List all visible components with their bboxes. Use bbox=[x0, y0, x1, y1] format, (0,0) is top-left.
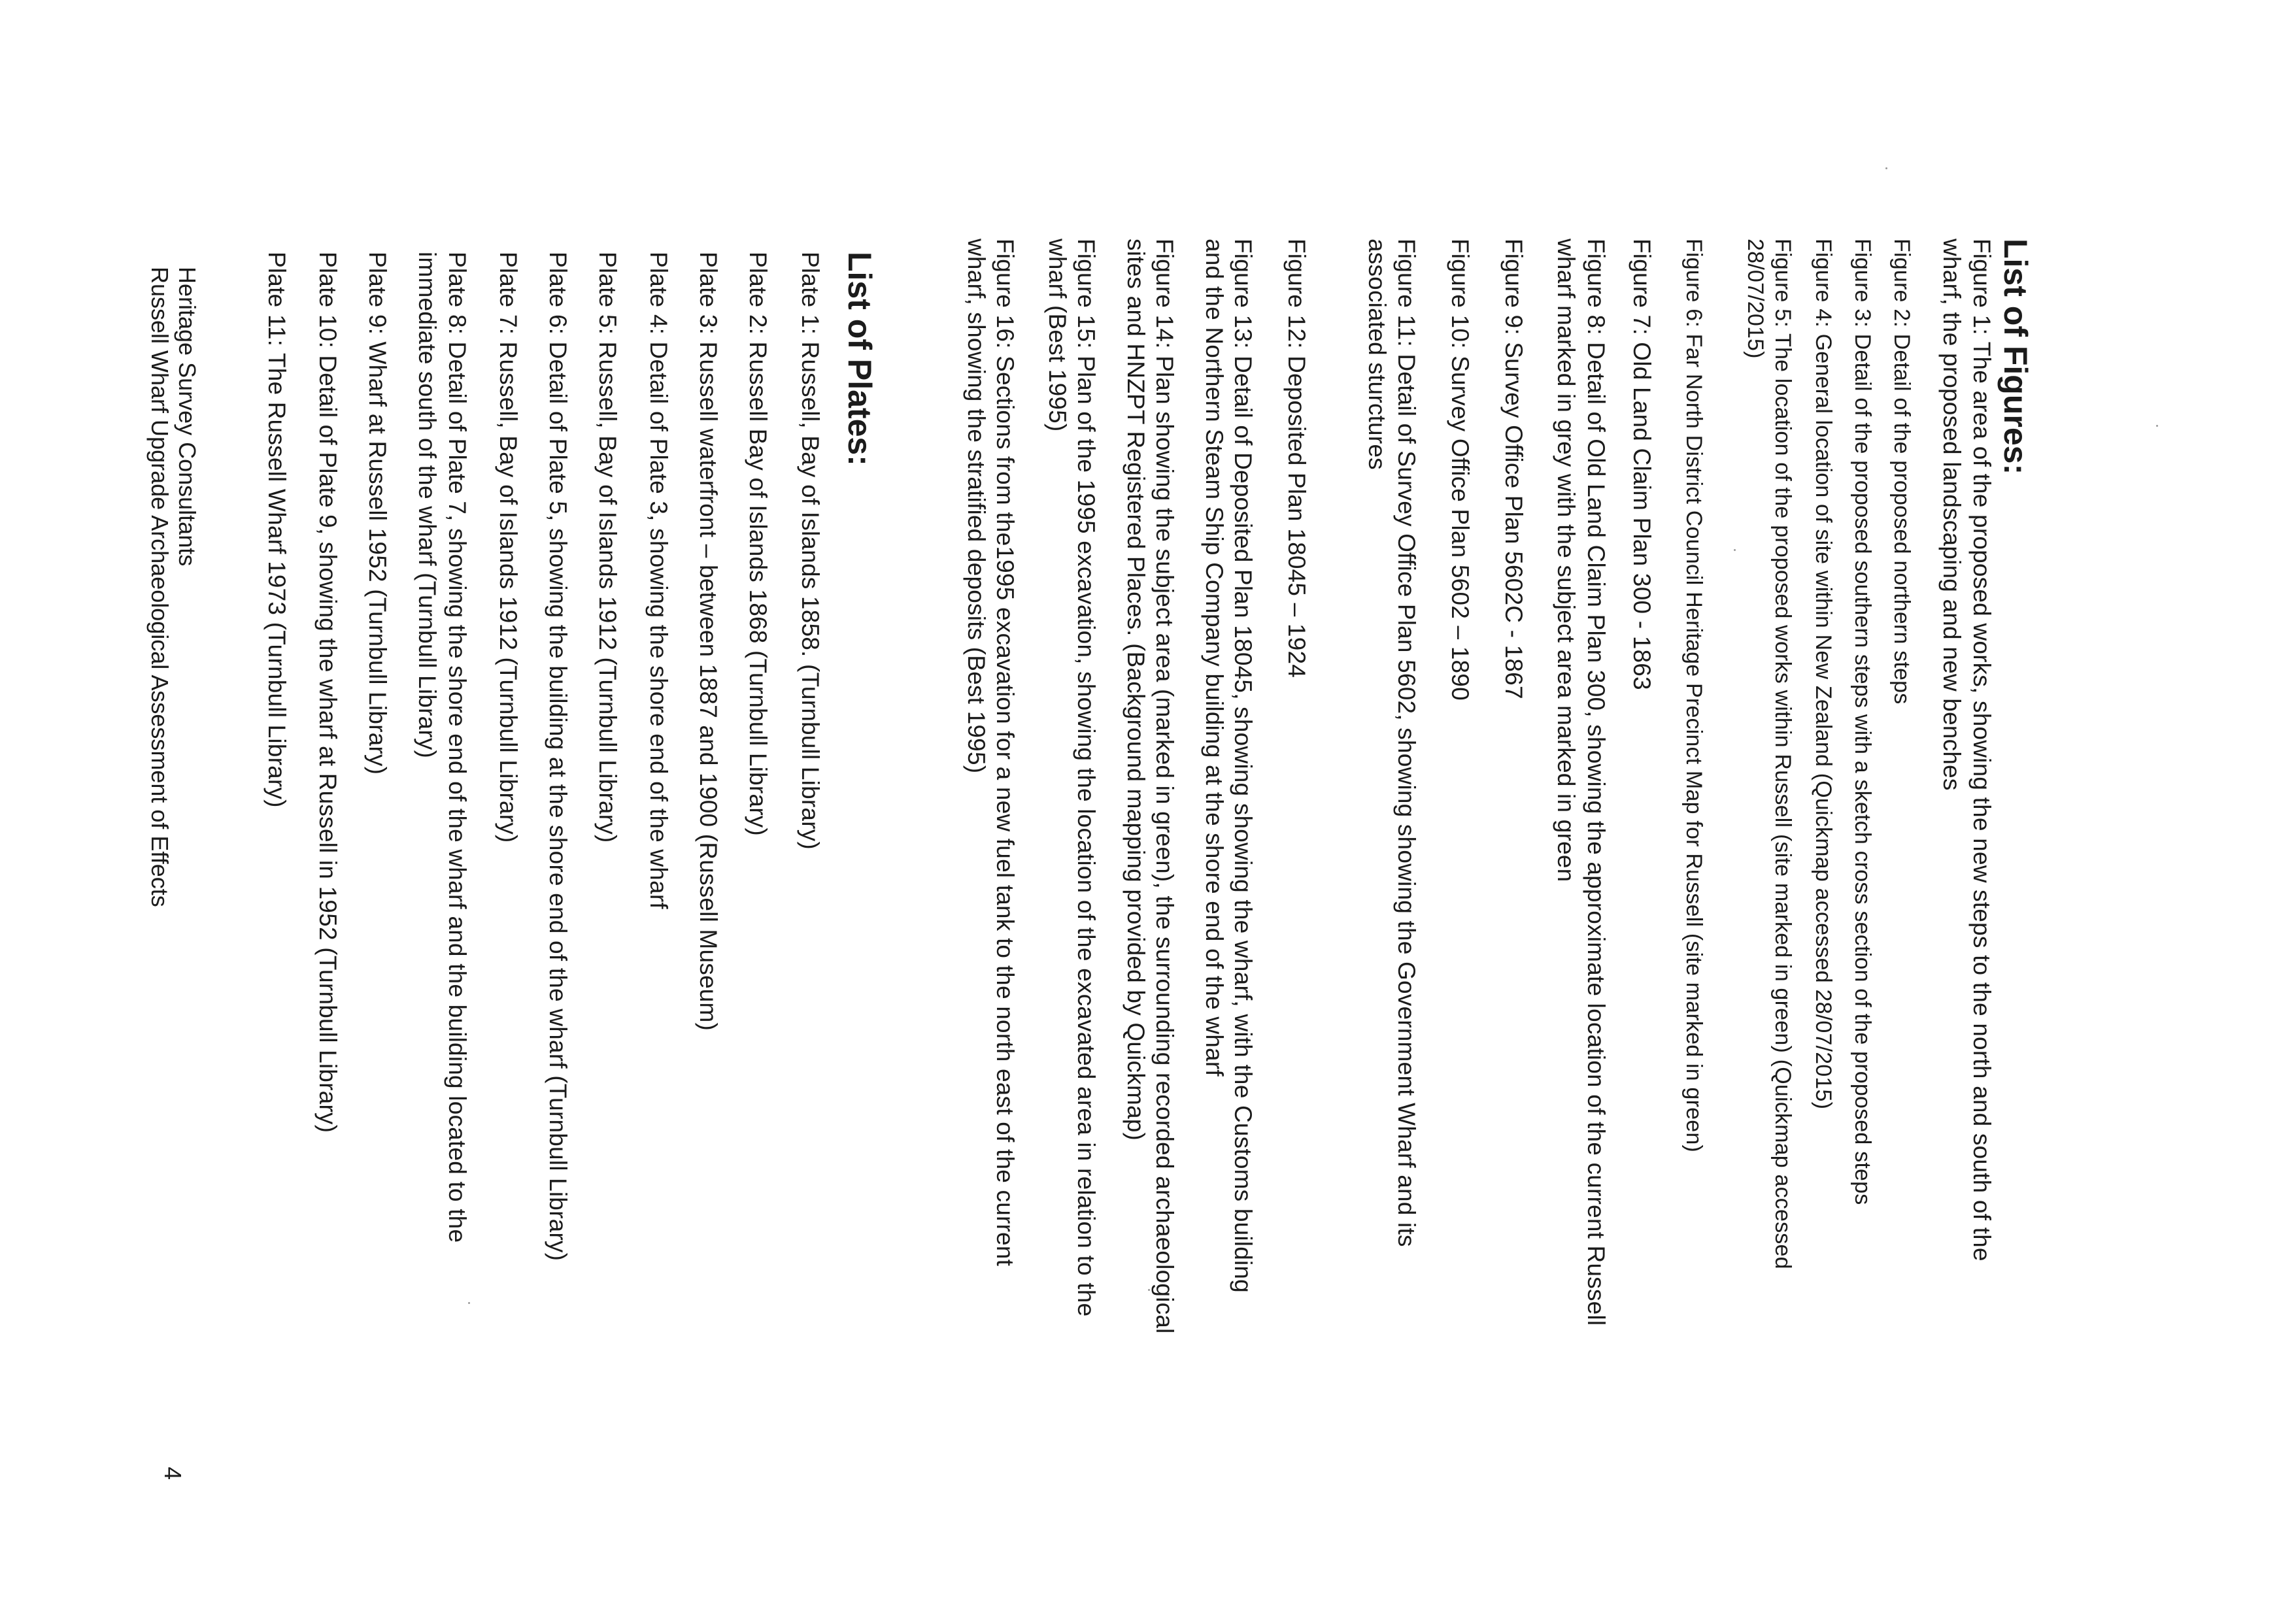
figure-9: Figure 9: Survey Office Plan 5602C - 1867 bbox=[1500, 239, 1527, 699]
page-number: 4 bbox=[160, 1467, 186, 1480]
figure-11-line-1: Figure 11: Detail of Survey Office Plan 5602, showing showing the Government Wharf and its bbox=[1393, 239, 1420, 1247]
plate-7: Plate 7: Russell, Bay of Islands 1912 (Turnbull Library) bbox=[495, 252, 522, 843]
figure-13-line-1: Figure 13: Detail of Deposited Plan 18045, showing showing the wharf, with the Customs building bbox=[1230, 239, 1257, 1293]
plate-9: Plate 9: Wharf at Russell 1952 (Turnbull Library) bbox=[364, 252, 391, 775]
figure-4: Figure 4: General location of site within New Zealand (Quickmap accessed 28/07/2015) bbox=[1811, 239, 1836, 1110]
plate-8-line-1: Plate 8: Detail of Plate 7, showing the shore end of the wharf and the building located to the bbox=[444, 252, 471, 1243]
figure-1-line-2: wharf, the proposed landscaping and new benches bbox=[1938, 239, 1965, 791]
figure-6: Figure 6: Far North District Council Heritage Precinct Map for Russell (site marked in green) bbox=[1681, 239, 1706, 1152]
figure-14-line-2: sites and HNZPT Registered Places. (Background mapping provided by Quickmap) bbox=[1123, 239, 1149, 1141]
figure-3: Figure 3: Detail of the proposed southern steps with a sketch cross section of the proposed steps bbox=[1850, 239, 1875, 1205]
scan-speck bbox=[468, 1302, 470, 1304]
figure-16-line-1: Figure 16: Sections from the1995 excavation for a new fuel tank to the north east of the current bbox=[992, 239, 1019, 1267]
figure-8-line-2: wharf marked in grey with the subject area marked in green bbox=[1553, 239, 1579, 882]
figure-12: Figure 12: Deposited Plan 18045 – 1924 bbox=[1283, 239, 1310, 678]
plate-4: Plate 4: Detail of Plate 3, showing the shore end of the wharf bbox=[645, 252, 672, 909]
plate-11: Plate 11: The Russell Wharf 1973 (Turnbull Library) bbox=[263, 252, 290, 808]
figure-5-line-2: 28/07/2015) bbox=[1743, 239, 1768, 359]
figure-1-line-1: Figure 1: The area of the proposed works, showing the new steps to the north and south of the bbox=[1968, 239, 1995, 1262]
scan-speck bbox=[1734, 549, 1736, 551]
plate-1: Plate 1: Russell, Bay of Islands 1858. (Turnbull Library) bbox=[797, 252, 824, 850]
plate-2: Plate 2: Russell Bay of Islands 1868 (Turnbull Library) bbox=[745, 252, 771, 836]
plate-10: Plate 10: Detail of Plate 9, showing the wharf at Russell in 1952 (Turnbull Library) bbox=[314, 252, 341, 1133]
plates-heading: List of Plates: bbox=[841, 252, 878, 466]
plate-6: Plate 6: Detail of Plate 5, showing the building at the shore end of the wharf (Turnbull Library) bbox=[545, 252, 571, 1262]
plate-3: Plate 3: Russell waterfront – between 1887 and 1900 (Russell Museum) bbox=[695, 252, 722, 1031]
figure-13-line-2: and the Northern Steam Ship Company building at the shore end of the wharf bbox=[1201, 239, 1228, 1077]
figure-11-line-2: associated sturctures bbox=[1364, 239, 1391, 470]
figure-15-line-1: Figure 15: Plan of the 1995 excavation, showing the location of the excavated area in relation to the bbox=[1073, 239, 1100, 1317]
figure-8-line-1: Figure 8: Detail of Old Land Claim Plan 300, showing the approximate location of the current Russell bbox=[1583, 239, 1610, 1326]
figure-10: Figure 10: Survey Office Plan 5602 – 1890 bbox=[1447, 239, 1474, 701]
figure-7: Figure 7: Old Land Claim Plan 300 - 1863 bbox=[1629, 239, 1655, 690]
figure-5-line-1: Figure 5: The location of the proposed works within Russell (site marked in green) (Quickmap accessed bbox=[1770, 239, 1795, 1269]
figures-heading: List of Figures: bbox=[1997, 239, 2034, 475]
plate-8-line-2: immediate south of the wharf (Turnbull Library) bbox=[414, 252, 441, 759]
footer-company: Heritage Survey Consultants bbox=[174, 267, 201, 567]
footer-report-title: Russell Wharf Upgrade Archaeological Assessment of Effects bbox=[146, 267, 173, 907]
scan-speck bbox=[1885, 167, 1887, 169]
figure-15-line-2: wharf (Best 1995) bbox=[1044, 239, 1071, 432]
plate-5: Plate 5: Russell, Bay of Islands 1912 (Turnbull Library) bbox=[594, 252, 621, 843]
scan-speck bbox=[1148, 1289, 1150, 1291]
figure-16-line-2: wharf, showing the stratified deposits (Best 1995) bbox=[963, 239, 990, 774]
scan-speck bbox=[2156, 425, 2158, 427]
figure-14-line-1: Figure 14: Plan showing the subject area (marked in green), the surrounding recorded archaeological bbox=[1151, 239, 1178, 1334]
figure-2: Figure 2: Detail of the proposed northern steps bbox=[1889, 239, 1914, 705]
